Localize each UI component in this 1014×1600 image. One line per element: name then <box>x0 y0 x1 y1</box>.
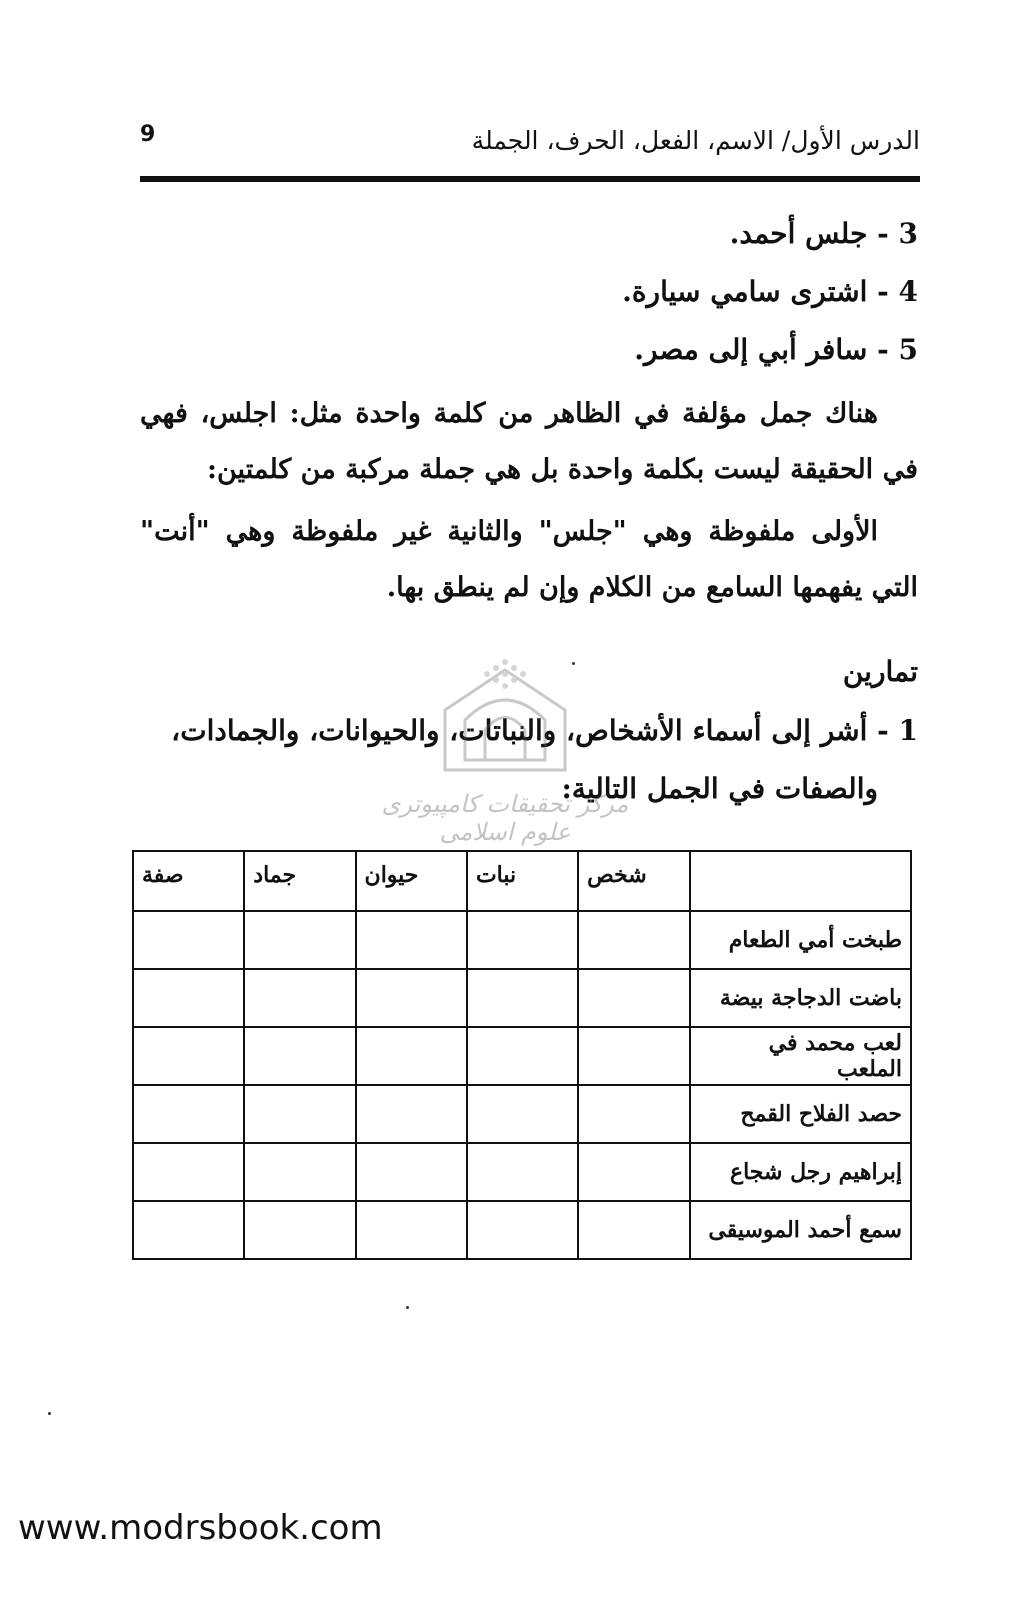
exercise-1-line-2: والصفات في الجمل التالية: <box>561 772 878 805</box>
answer-cell <box>467 1027 578 1085</box>
exercises-title: تمارين <box>842 655 918 688</box>
answer-cell <box>578 969 690 1027</box>
running-title: الدرس الأول/ الاسم، الفعل، الحرف، الجملة <box>471 126 920 155</box>
answer-cell <box>133 1085 244 1143</box>
answer-cell <box>467 1085 578 1143</box>
table-header-cell: جماد <box>244 851 355 911</box>
answer-cell <box>133 1201 244 1259</box>
answer-cell <box>578 1027 690 1085</box>
answer-cell <box>133 1027 244 1085</box>
answer-cell <box>244 1143 355 1201</box>
sentence-cell: لعب محمد في الملعب <box>690 1027 911 1085</box>
exercise-1-line-1: 1 - أشر إلى أسماء الأشخاص، والنباتات، والحيوانات، والجمادات، <box>171 714 918 747</box>
answer-cell <box>578 1201 690 1259</box>
table-header-cell: نبات <box>467 851 578 911</box>
answer-cell <box>244 1027 355 1085</box>
example-3: 3 - جلس أحمد. <box>729 217 918 250</box>
watermark-emblem-icon <box>430 650 580 780</box>
answer-cell <box>578 1085 690 1143</box>
answer-cell <box>578 1143 690 1201</box>
example-5: 5 - سافر أبي إلى مصر. <box>634 333 918 366</box>
answer-cell <box>467 969 578 1027</box>
answer-cell <box>356 1027 467 1085</box>
table-row <box>133 1085 911 1143</box>
source-url: www.modrsbook.com <box>18 1508 383 1548</box>
table-header-row <box>133 851 911 911</box>
sentence-cell: إبراهيم رجل شجاع <box>690 1143 911 1201</box>
table-header-cell: صفة <box>133 851 244 911</box>
answer-cell <box>356 1085 467 1143</box>
scan-speck <box>572 662 575 665</box>
answer-cell <box>244 969 355 1027</box>
table-row <box>133 1027 911 1085</box>
sentence-cell: سمع أحمد الموسيقى <box>690 1201 911 1259</box>
sentence-cell: حصد الفلاح القمح <box>690 1085 911 1143</box>
header-rule <box>140 176 920 182</box>
answer-cell <box>356 911 467 969</box>
paragraph-1-text: هناك جمل مؤلفة في الظاهر من كلمة واحدة مثل: اجلس، فهي في الحقيقة ليست بكلمة واحدة بل هي جملة مركبة من كلمتين: <box>140 398 918 485</box>
answer-cell <box>356 1143 467 1201</box>
example-4: 4 - اشترى سامي سيارة. <box>622 275 918 308</box>
answer-cell <box>244 1201 355 1259</box>
answer-cell <box>578 911 690 969</box>
answer-cell <box>133 911 244 969</box>
paragraph-1 <box>140 386 918 498</box>
watermark-text: مرکز تحقیقات کامپیوتری علوم اسلامی <box>381 790 629 846</box>
sentence-cell: طبخت أمي الطعام <box>690 911 911 969</box>
page-number: 9 <box>140 122 156 147</box>
table-row <box>133 911 911 969</box>
answer-cell <box>467 1201 578 1259</box>
exercise-table <box>132 850 912 1260</box>
answer-cell <box>133 1143 244 1201</box>
table-header-cell <box>690 851 911 911</box>
answer-cell <box>467 1143 578 1201</box>
table-header-cell: شخص <box>578 851 690 911</box>
paragraph-2-text: الأولى ملفوظة وهي "جلس" والثانية غير ملفوظة وهي "أنت" التي يفهمها السامع من الكلام وإن لم ينطق بها. <box>140 516 918 603</box>
answer-cell <box>356 1201 467 1259</box>
table-row <box>133 969 911 1027</box>
answer-cell <box>133 969 244 1027</box>
scan-speck <box>48 1412 51 1415</box>
sentence-cell: باضت الدجاجة بيضة <box>690 969 911 1027</box>
table-row <box>133 1201 911 1259</box>
answer-cell <box>467 911 578 969</box>
answer-cell <box>356 969 467 1027</box>
paragraph-2 <box>140 504 918 616</box>
answer-cell <box>244 911 355 969</box>
table-row <box>133 1143 911 1201</box>
table-header-cell: حيوان <box>356 851 467 911</box>
scan-speck <box>406 1306 409 1309</box>
page-header <box>140 112 920 162</box>
answer-cell <box>244 1085 355 1143</box>
